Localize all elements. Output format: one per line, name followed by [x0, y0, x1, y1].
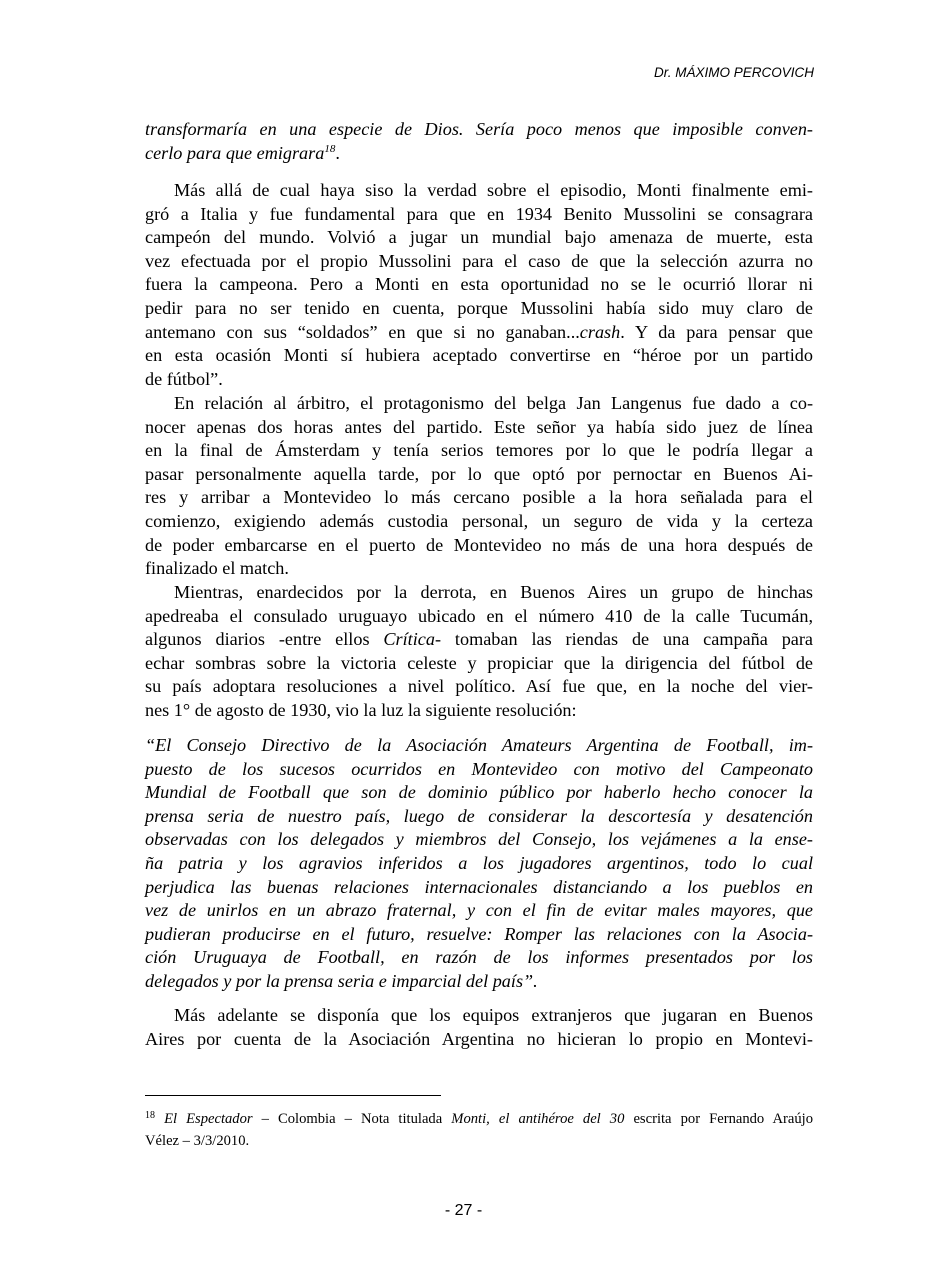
paragraph-line: campeón del mundo. Volvió a jugar un mundial bajo amenaza de muerte, esta: [145, 227, 813, 248]
footnote-separator: [145, 1095, 441, 1096]
quote-line: vez de unirlos en un abrazo fraternal, y con el fin de evitar males mayores, que: [145, 900, 813, 921]
paragraph-line: fuera la campeona. Pero a Monti en esta oportunidad no se le ocurrió llorar ni: [145, 274, 813, 295]
quote-line: pudieran producirse en el futuro, resuelve: Romper las relaciones con la Asocia-: [145, 923, 813, 944]
paragraph-line: [145, 628, 813, 652]
footnote-ref: 18: [324, 142, 336, 155]
paragraph-line: nes 1° de agosto de 1930, vio la luz la siguiente resolución:: [145, 699, 577, 720]
footnote-number: 18: [145, 1110, 155, 1121]
quote-line: perjudica las buenas relaciones internacionales distanciando a los pueblos en: [145, 876, 813, 897]
paragraph-line: res y arribar a Montevideo lo más cercano posible a la hora señalada para el: [145, 487, 813, 508]
paragraph-line: Aires por cuenta de la Asociación Argentina no hicieran lo propio en Montevi-: [145, 1028, 813, 1049]
quote-text: cerlo para que emigrara: [145, 142, 325, 163]
paragraph-line: nocer apenas dos horas antes del partido. Este señor ya había sido juez de línea: [145, 416, 813, 437]
paragraph-2: [145, 392, 813, 581]
quote-line: transformaría en una especie de Dios. Sería poco menos que imposible conven-: [145, 119, 813, 139]
paragraph-line: apedreaba el consulado uruguayo ubicado en el número 410 de la calle Tucumán,: [145, 605, 813, 626]
quote-line: ción Uruguaya de Football, en razón de los informes presentados por los: [145, 947, 813, 968]
paragraph-4: [145, 1004, 813, 1051]
text-run: . Y da para pensar que: [620, 321, 813, 342]
quote-line: prensa seria de nuestro país, luego de considerar la descortesía y desatención: [145, 805, 813, 826]
paragraph-line: finalizado el match.: [145, 558, 289, 579]
quote-line: observadas con los delegados y miembros del Consejo, los vejámenes a la ense-: [145, 829, 813, 850]
quote-line: [145, 142, 813, 166]
footnote-text: escrita por Fernando Araújo: [624, 1111, 814, 1127]
quote-end: .: [335, 142, 340, 163]
paragraph-line: [145, 321, 813, 345]
paragraph-line: pedir para no ser tenido en cuenta, porque Mussolini había sido muy claro de: [145, 297, 813, 318]
footnote-line: [145, 1108, 813, 1130]
quote-line: ña patria y los agravios inferidos a los jugadores argentinos, todo lo cual: [145, 852, 813, 873]
quote-line: puesto de los sucesos ocurridos en Montevideo con motivo del Campeonato: [145, 758, 813, 779]
italic-term: Crítica: [383, 629, 435, 650]
footnote-text: – Colombia – Nota titulada: [252, 1111, 452, 1127]
paragraph-line: Más allá de cual haya siso la verdad sobre el episodio, Monti finalmente emi-: [174, 180, 813, 200]
paragraph-line: En relación al árbitro, el protagonismo del belga Jan Langenus fue dado a co-: [174, 393, 813, 413]
paragraph-1: [145, 179, 813, 391]
paragraph-line: vez efectuada por el propio Mussolini para el caso de que la selección azurra no: [145, 250, 813, 271]
quote-line: Mundial de Football que son de dominio público por haberlo hecho conocer la: [145, 782, 813, 803]
footnote-line: Vélez – 3/3/2010.: [145, 1133, 250, 1149]
paragraph-line: Mientras, enardecidos por la derrota, en Buenos Aires un grupo de hinchas: [174, 582, 813, 602]
paragraph-line: de fútbol”.: [145, 368, 223, 389]
paragraph-line: de poder embarcarse en el puerto de Montevideo no más de una hora después de: [145, 534, 813, 555]
paragraph-line: en la final de Ámsterdam y tenía serios temores por lo que le podría llegar a: [145, 440, 813, 461]
italic-term: crash: [579, 321, 621, 342]
paragraph-line: Más adelante se disponía que los equipos extranjeros que jugaran en Buenos: [174, 1005, 813, 1025]
paragraph-line: echar sombras sobre la victoria celeste y propiciar que la dirigencia del fútbol de: [145, 652, 813, 673]
paragraph-line: en esta ocasión Monti sí hubiera aceptado convertirse en “héroe por un partido: [145, 345, 813, 366]
continued-quote: [145, 118, 813, 165]
footnote-source: El Espectador: [164, 1111, 253, 1127]
running-head: Dr. MÁXIMO PERCOVICH: [653, 65, 814, 80]
footnote: [145, 1108, 813, 1152]
text-run: antemano con sus “soldados” en que si no ganaban...: [145, 321, 580, 342]
paragraph-line: pasar personalmente aquella tarde, por lo que optó por pernoctar en Buenos Ai-: [145, 463, 813, 484]
text-run: - tomaban las riendas de una campaña para: [434, 629, 813, 650]
paragraph-line: comienzo, exigiendo además custodia personal, un seguro de vida y la certeza: [145, 510, 813, 531]
page-number: - 27 -: [444, 1202, 483, 1219]
resolution-quote: [145, 734, 813, 994]
footnote-title: Monti, el antihéroe del 30: [451, 1111, 625, 1127]
text-run: algunos diarios -entre ellos: [145, 629, 384, 650]
paragraph-3: [145, 581, 813, 723]
paragraph-line: su país adoptara resoluciones a nivel político. Así fue que, en la noche del vier-: [145, 676, 813, 697]
paragraph-line: gró a Italia y fue fundamental para que en 1934 Benito Mussolini se consagrara: [145, 203, 813, 224]
quote-line: delegados y por la prensa seria e imparcial del país”.: [145, 970, 538, 991]
quote-line: “El Consejo Directivo de la Asociación Amateurs Argentina de Football, im-: [145, 735, 813, 755]
